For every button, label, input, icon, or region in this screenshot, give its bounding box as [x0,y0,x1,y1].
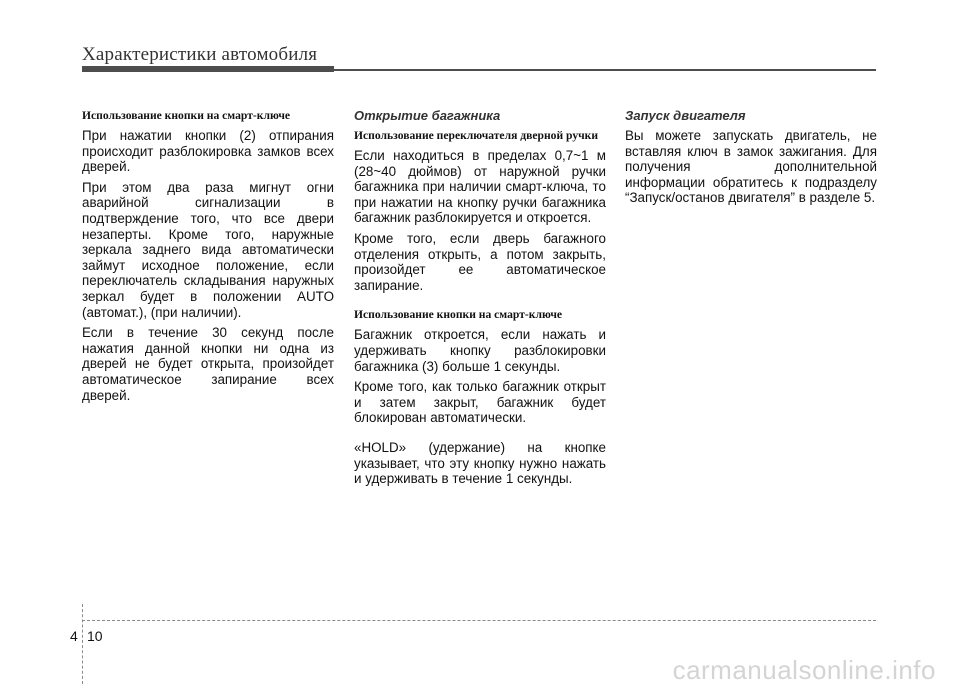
crop-mark-vertical [82,604,83,684]
trunk-opening-heading: Открытие багажника [354,108,501,123]
paragraph: «HOLD» (удержание) на кнопке указывает, что эту кнопку нужно нажать и удерживать в течение 1 секунды. [354,439,606,487]
column-1 [82,108,334,408]
watermark: carmanualsonline.info [672,655,936,685]
paragraph: Кроме того, если дверь багажного отделения открыть, а потом закрыть, произойдет ее автоматическое запирание. [354,230,606,293]
crop-mark-horizontal [82,620,876,621]
column-2 [354,108,606,492]
paragraph: Багажник откроется, если нажать и удерживать кнопку разблокировки багажника (3) больше 1 секунды. [354,327,606,374]
door-handle-switch-subheading: Использование переключателя дверной ручки [354,129,599,142]
smart-key-button-subheading: Использование кнопки на смарт-ключе [354,308,563,322]
chapter-number: 4 [70,628,78,644]
paragraph: При этом два раза мигнут огни аварийной сигнализации в подтверждение того, что все двери незаперты. Кроме того, наружные зеркала заднего вида автоматически займут исходное положение, если переключатель складывания наружных зеркал будет в положении AUTO (автомат.), (при наличии). [82,179,334,320]
engine-start-heading: Запуск двигателя [625,108,746,123]
column-3 [625,108,877,211]
header-title: Характеристики автомобиля [82,44,318,65]
paragraph: Если в течение 30 секунд после нажатия данной кнопки ни одна из дверей не будет открыта, произойдет автоматическое запирание всех дверей. [82,325,334,403]
paragraph: Если находиться в пределах 0,7~1 м (28~40 дюймов) от наружной ручки багажника при наличии смарт-ключа, то при нажатии на кнопку ручки багажника багажник разблокируется и откроется. [354,148,606,226]
paragraph: Кроме того, как только багажник открыт и затем закрыт, багажник будет блокирован автоматически. [354,379,606,426]
header-rule-thin [334,69,876,71]
paragraph: Вы можете запускать двигатель, не вставляя ключ в замок зажигания. Для получения дополнительной информации обратитесь к подразделу “Запуск/останов двигателя” в разделе 5. [625,128,877,206]
smart-key-button-subheading: Использование кнопки на смарт-ключе [82,109,291,122]
page-header [82,44,317,66]
paragraph: При нажатии кнопки (2) отпирания происходит разблокировка замков всех дверей. [82,128,334,175]
header-rule-thick [82,66,334,72]
page-number: 10 [87,628,103,644]
